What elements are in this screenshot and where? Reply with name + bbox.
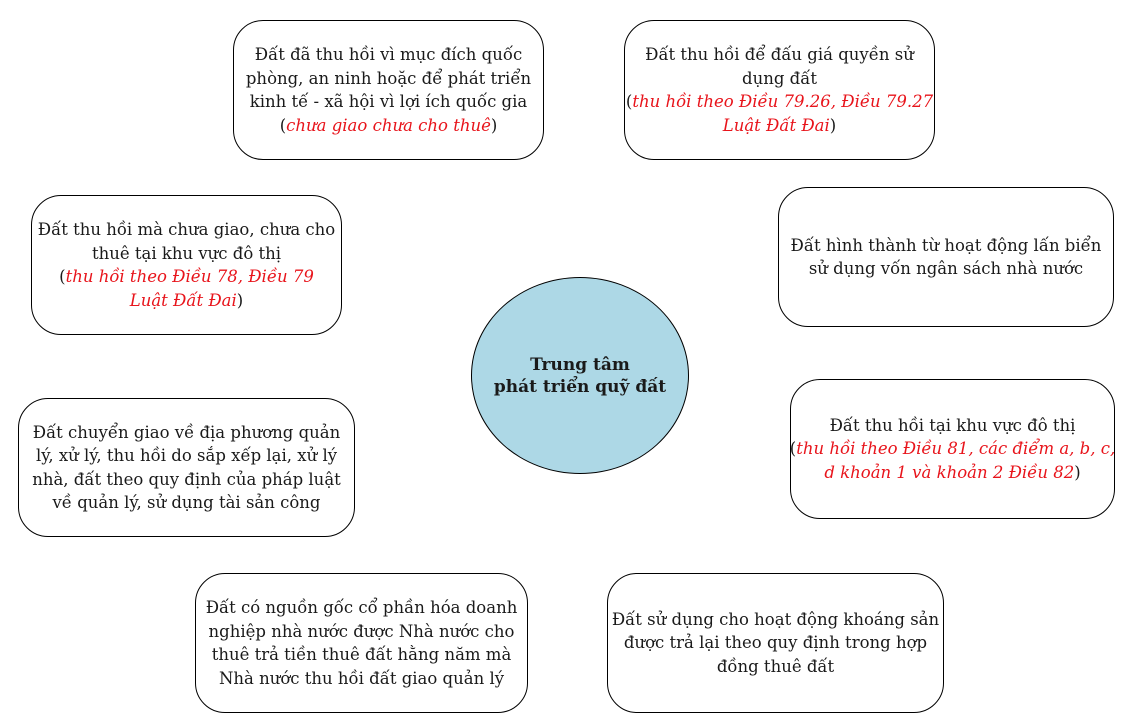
legal-note: Luật Đất Đai — [722, 115, 830, 135]
note-paren-open: ( — [279, 115, 287, 135]
box-text-line: về quản lý, sử dụng tài sản công — [52, 493, 321, 512]
box-text-line: dụng đất — [742, 68, 817, 88]
box-text-line: thuê tại khu vực đô thị — [91, 243, 282, 263]
legal-note: d khoản 1 và khoản 2 Điều 82 — [824, 462, 1075, 482]
center-land-fund-development — [471, 277, 689, 474]
legal-note: chưa giao chưa cho thuê — [286, 115, 491, 135]
land-category-box-sea-encroachment — [778, 187, 1114, 327]
box-text-line: đồng thuê đất — [716, 656, 835, 676]
box-text-line: Đất sử dụng cho hoạt động khoáng sản — [611, 609, 940, 629]
center-title-line: phát triển quỹ đất — [493, 376, 667, 397]
box-text-line: nhà, đất theo quy định của pháp luật — [32, 469, 341, 489]
legal-note: Luật Đất Đai — [129, 290, 237, 310]
box-text-line: Đất đã thu hồi vì mục đích quốc — [254, 45, 523, 64]
box-text-line: Đất thu hồi mà chưa giao, chưa cho — [37, 220, 336, 239]
land-category-box-equitized-enterprise — [195, 573, 528, 713]
note-paren-close: ) — [1074, 462, 1081, 482]
note-paren-close: ) — [236, 290, 244, 310]
box-note-line — [790, 437, 1115, 461]
note-paren-close: ) — [829, 115, 837, 135]
box-text-line: Nhà nước thu hồi đất giao quản lý — [218, 668, 505, 688]
land-category-box-national-defense — [233, 20, 544, 160]
note-paren-open: ( — [59, 267, 66, 286]
note-paren-open: ( — [625, 92, 633, 111]
note-paren-close: ) — [490, 115, 498, 135]
land-category-box-urban-unallocated — [31, 195, 342, 335]
box-note-line — [824, 461, 1080, 485]
box-text-line: được trả lại theo quy định trong hợp — [623, 633, 928, 653]
land-category-box-returned-mining — [607, 573, 944, 713]
legal-note: thu hồi theo Điều 79.26, Điều 79.27 — [632, 92, 934, 111]
box-text-line: Đất có nguồn gốc cổ phần hóa doanh — [205, 598, 518, 617]
legal-note: thu hồi theo Điều 78, Điều 79 — [65, 267, 314, 286]
box-text-line: Đất hình thành từ hoạt động lấn biển — [790, 235, 1102, 255]
land-category-box-urban-recovered — [790, 379, 1115, 519]
box-text-line: lý, xử lý, thu hồi do sắp xếp lại, xử lý — [35, 446, 338, 465]
box-text-line: Đất thu hồi để đấu giá quyền sử — [645, 45, 914, 64]
box-note-line — [626, 90, 933, 114]
center-title-line: Trung tâm — [530, 354, 630, 375]
box-note-line — [59, 265, 314, 289]
box-text-line: phòng, an ninh hoặc để phát triển — [245, 68, 532, 88]
land-category-box-transferred-public-assets — [18, 398, 355, 537]
box-text-line: sử dụng vốn ngân sách nhà nước — [808, 259, 1084, 278]
box-note-line — [280, 114, 498, 138]
box-text-line: thuê trả tiền thuê đất hằng năm mà — [211, 645, 512, 664]
box-note-line — [723, 114, 836, 138]
box-text-line: Đất chuyển giao về địa phương quản — [32, 422, 341, 442]
land-category-box-auction — [624, 20, 935, 160]
box-note-line — [130, 289, 243, 313]
box-text-line: Đất thu hồi tại khu vực đô thị — [829, 415, 1076, 435]
legal-note: thu hồi theo Điều 81, các điểm a, b, c, — [796, 439, 1116, 459]
box-text-line: kinh tế - xã hội vì lợi ích quốc gia — [249, 92, 528, 111]
note-paren-open: ( — [789, 439, 797, 459]
box-text-line: nghiệp nhà nước được Nhà nước cho — [208, 621, 515, 641]
